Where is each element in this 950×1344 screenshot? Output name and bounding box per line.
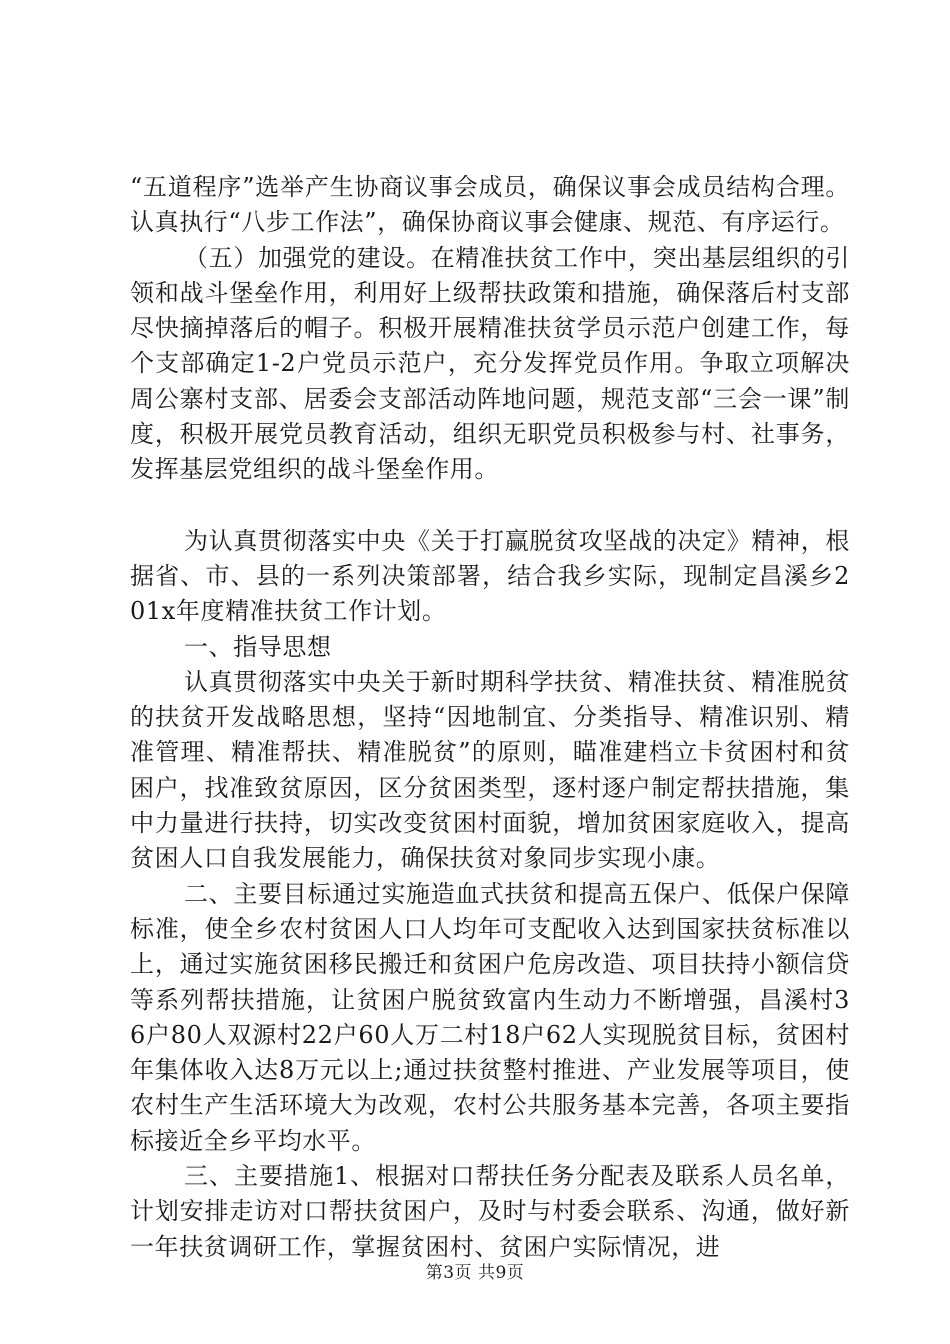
paragraph-guiding-thought: 认真贯彻落实中央关于新时期科学扶贫、精准扶贫、精准脱贫的扶贫开发战略思想，坚持“因地制宜、分类指导、精准识别、精准管理、精准帮扶、精准脱贫”的原则，瞄准建档立卡贫困村和贫困户，找准致贫原因，区分贫困类型，逐村逐户制定帮扶措施，集中力量进行扶持，切实改变贫困村面貌，增加贫困家庭收入，提高贫困人口自我发展能力，确保扶贫对象同步实现小康。 — [130, 667, 850, 873]
paragraph-party-building: （五）加强党的建设。在精准扶贫工作中，突出基层组织的引领和战斗堡垒作用，利用好上级帮扶政策和措施，确保落后村支部尽快摘掉落后的帽子。积极开展精准扶贫学员示范户创建工作，每个支部确定1-2户党员示范户，充分发挥党员作用。争取立项解决周公寨村支部、居委会支部活动阵地问题，规范支部“三会一课”制度，积极开展党员教育活动，组织无职党员积极参与村、社事务，发挥基层党组织的战斗堡垒作用。 — [130, 243, 850, 484]
page-number-footer: 第3页 共9页 — [425, 1263, 525, 1283]
section-spacer — [130, 488, 850, 524]
paragraph-main-goals: 二、主要目标通过实施造血式扶贫和提高五保户、低保户保障标准，使全乡农村贫困人口人均年可支配收入达到国家扶贫标准以上，通过实施贫困移民搬迁和贫困户危房改造、项目扶持小额信贷等系列帮扶措施，让贫困户脱贫致富内生动力不断增强，昌溪村36户80人双源村22户60人万二村18户62人实现脱贫目标，贫困村年集体收入达8万元以上;通过扶贫整村推进、产业发展等项目，使农村生产生活环境大为改观，农村公共服务基本完善，各项主要指标接近全乡平均水平。 — [130, 879, 850, 1155]
paragraph-intro: 为认真贯彻落实中央《关于打赢脱贫攻坚战的决定》精神，根据省、市、县的一系列决策部署，结合我乡实际，现制定昌溪乡201x年度精准扶贫工作计划。 — [130, 526, 850, 626]
heading-guiding-thought: 一、指导思想 — [184, 632, 332, 661]
paragraph-main-measures: 三、主要措施1、根据对口帮扶任务分配表及联系人员名单，计划安排走访对口帮扶贫困户，及时与村委会联系、沟通，做好新一年扶贫调研工作，掌握贫困村、贫困户实际情况，进 — [130, 1162, 850, 1261]
paragraph-continuation: “五道程序”选举产生协商议事会成员，确保议事会成员结构合理。认真执行“八步工作法”，确保协商议事会健康、规范、有序运行。 — [130, 173, 850, 237]
document-body — [130, 170, 850, 1265]
